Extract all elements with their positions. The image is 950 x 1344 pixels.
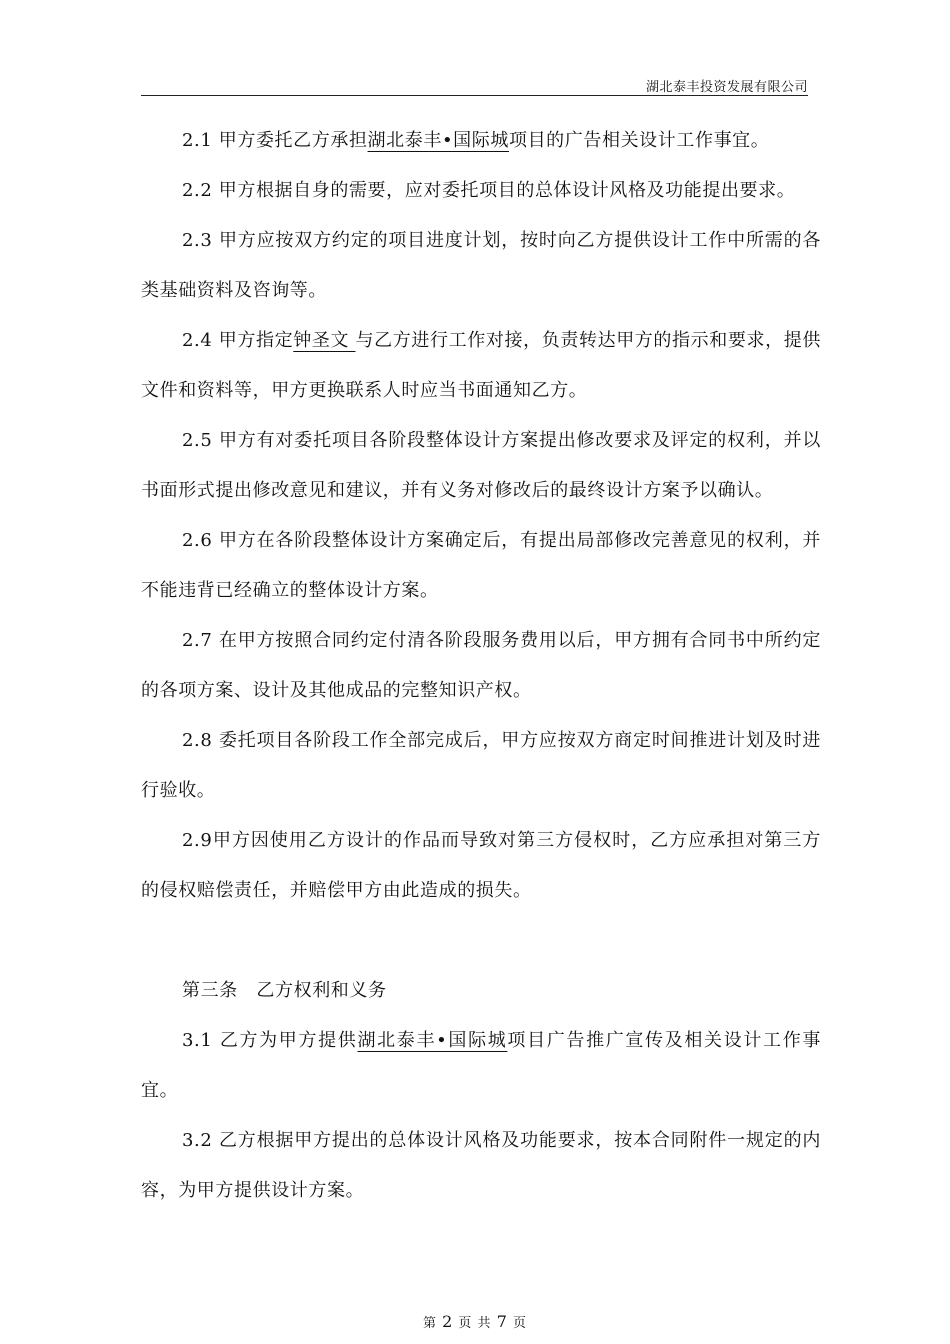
clause-2-4 [141, 316, 821, 416]
clause-2-8: 2.8 委托项目各阶段工作全部完成后，甲方应按双方商定时间推进计划及时进行验收。 [141, 730, 821, 801]
clause-3-2: 3.2 乙方根据甲方提出的总体设计风格及功能要求，按本合同附件一规定的内容，为甲方提供设计方案。 [141, 1130, 821, 1201]
clause-2-1 [141, 116, 821, 166]
clause-2-4-text: 2.4 甲方指定 [182, 330, 294, 351]
clause-2-7: 2.7 在甲方按照合同约定付清各阶段服务费用以后，甲方拥有合同书中所约定的各项方案、设计及其他成品的完整知识产权。 [141, 630, 821, 701]
document-body [141, 116, 821, 1216]
clause-2-9: 2.9甲方因使用乙方设计的作品而导致对第三方侵权时，乙方应承担对第三方的侵权赔偿责任，并赔偿甲方由此造成的损失。 [141, 830, 821, 901]
clause-2-6: 2.6 甲方在各阶段整体设计方案确定后，有提出局部修改完善意见的权利，并不能违背已经确立的整体设计方案。 [141, 530, 821, 601]
contact-name-underlined: 钟圣文 [293, 330, 356, 351]
clause-3-1-text-end: 项目广告推广宣传及相关设计工作事宜。 [141, 1030, 821, 1101]
page-number: 2 [442, 1312, 454, 1331]
clause-2-1-text: 2.1 甲方委托乙方承担 [182, 130, 368, 151]
clause-3-1 [141, 1016, 821, 1116]
header-company-name: 湖北泰丰投资发展有限公司 [645, 80, 808, 95]
clause-3-1-text: 3.1 乙方为甲方提供 [182, 1030, 358, 1051]
section-3-heading: 第三条 乙方权利和义务 [182, 980, 387, 1001]
footer-suffix: 页 [513, 1316, 528, 1331]
page-total: 7 [496, 1312, 508, 1331]
page-footer [0, 1312, 950, 1331]
project-name-underlined: 湖北泰丰•国际城 [367, 130, 509, 151]
clause-2-3: 2.3 甲方应按双方约定的项目进度计划，按时向乙方提供设计工作中所需的各类基础资料及咨询等。 [141, 230, 821, 301]
page-header [141, 74, 808, 96]
clause-2-5: 2.5 甲方有对委托项目各阶段整体设计方案提出修改要求及评定的权利，并以书面形式提出修改意见和建议，并有义务对修改后的最终设计方案予以确认。 [141, 430, 821, 501]
footer-prefix: 第 [422, 1316, 437, 1331]
clause-2-4-text-end: 与乙方进行工作对接，负责转达甲方的指示和要求，提供文件和资料等，甲方更换联系人时应当书面通知乙方。 [141, 330, 822, 401]
clause-2-2: 2.2 甲方根据自身的需要，应对委托项目的总体设计风格及功能提出要求。 [182, 180, 796, 201]
project-name-underlined: 湖北泰丰•国际城 [357, 1030, 508, 1051]
footer-middle: 页 共 [458, 1316, 492, 1331]
clause-2-1-text-end: 项目的广告相关设计工作事宜。 [508, 130, 770, 151]
